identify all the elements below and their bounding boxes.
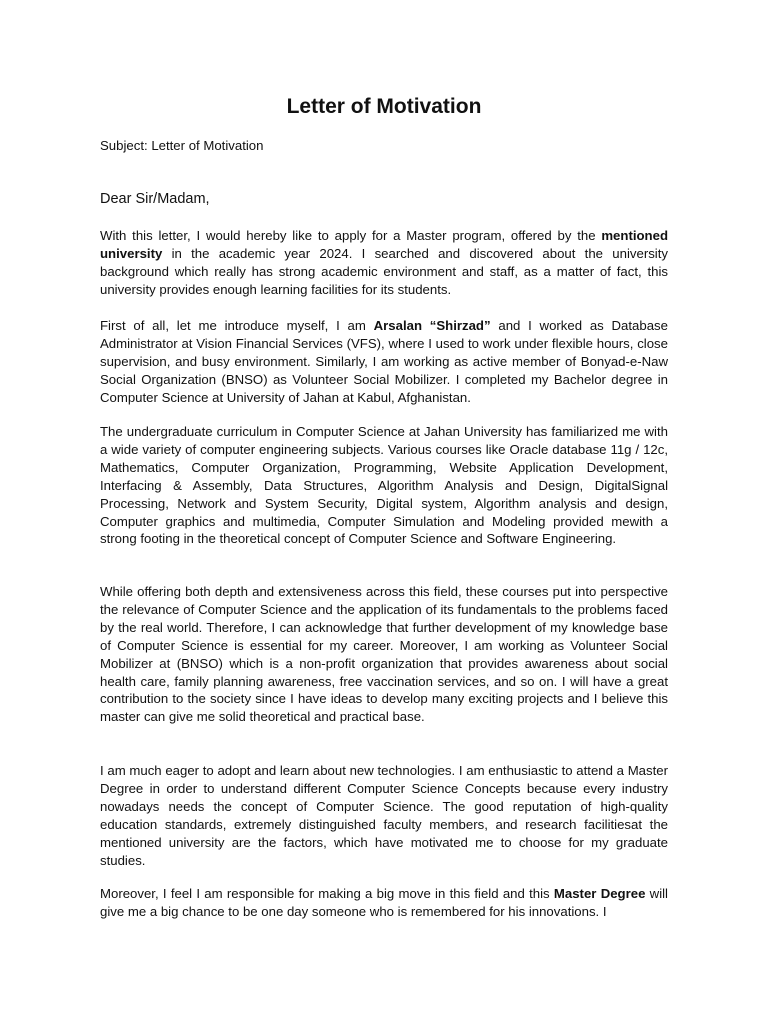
paragraph-6-bold: Master Degree — [553, 886, 646, 901]
paragraph-1-bold: mentioned university — [100, 228, 668, 261]
paragraph-4: While offering both depth and extensiveness across this field, these courses put into perspective the relevance of Computer Science and the application of its fundamentals to the problems faced by the real world. Therefore, I can acknowledge that further development of my knowledge base of Computer Science is essential for my career. Moreover, I am working as Volunteer Social Mobilizer at (BNSO) which is a non-profit organization that provides awareness about social health care, family planning awareness, free vaccination services, and so on. I will have a great contribution to the society since I have ideas to develop many exciting projects and I believe this master can give me solid theoretical and practical base. — [100, 584, 668, 725]
paragraph-1 — [100, 227, 668, 299]
paragraph-6-text-c: will give me a big chance to be one day someone who is remembered for his innovations. I — [100, 886, 668, 919]
document-title: Letter of Motivation — [286, 95, 482, 118]
paragraph-6 — [100, 885, 668, 921]
paragraph-3: The undergraduate curriculum in Computer Science at Jahan University has familiarized me with a wide variety of computer engineering subjects. Various courses like Oracle database 11g / 12c, Mathematics, Computer Organization, Programming, Website Application Development, Interfacing & Assembly, Data Structures, Algorithm Analysis and Design, DigitalSignal Processing, Network and System Security, Digital system, Algorithm analysis and design, Computer graphics and multimedia, Computer Simulation and Modeling provided mewith a strong footing in the theoretical concept of Computer Science and Software Engineering. — [100, 424, 668, 547]
paragraph-5: I am much eager to adopt and learn about new technologies. I am enthusiastic to attend a Master Degree in order to understand different Computer Science Concepts because every industry nowadays needs the concept of Computer Science. The good reputation of high-quality education standards, extremely distinguished faculty members, and research facilitiesat the mentioned university are the factors, which have motivated me to choose for my graduate studies. — [100, 763, 668, 868]
paragraph-1-text-a: With this letter, I would hereby like to apply for a Master program, offered by the — [100, 228, 602, 243]
paragraph-2-text-a: First of all, let me introduce myself, I am — [100, 318, 374, 333]
paragraph-2-text-c: and I worked as Database Administrator at Vision Financial Services (VFS), where I used to work under flexible hours, close supervision, and busy environment. Similarly, I am working as active member of Bonyad-e-Naw Social Organization (BNSO) as Volunteer Social Mobilizer. I completed my Bachelor degree in Computer Science at University of Jahan at Kabul, Afghanistan. — [100, 318, 668, 405]
paragraph-2 — [100, 317, 668, 407]
salutation: Dear Sir/Madam, — [100, 191, 210, 207]
paragraph-1-text-c: in the academic year 2024. I searched and discovered about the university background which really has strong academic environment and staff, as a matter of fact, this university provides enough learning facilities for its students. — [100, 245, 668, 297]
paragraph-2-bold: Arsalan “Shirzad” — [373, 318, 491, 333]
subject-line: Subject: Letter of Motivation — [100, 138, 264, 153]
paragraph-6-text-a: Moreover, I feel I am responsible for making a big move in this field and this — [100, 886, 554, 901]
